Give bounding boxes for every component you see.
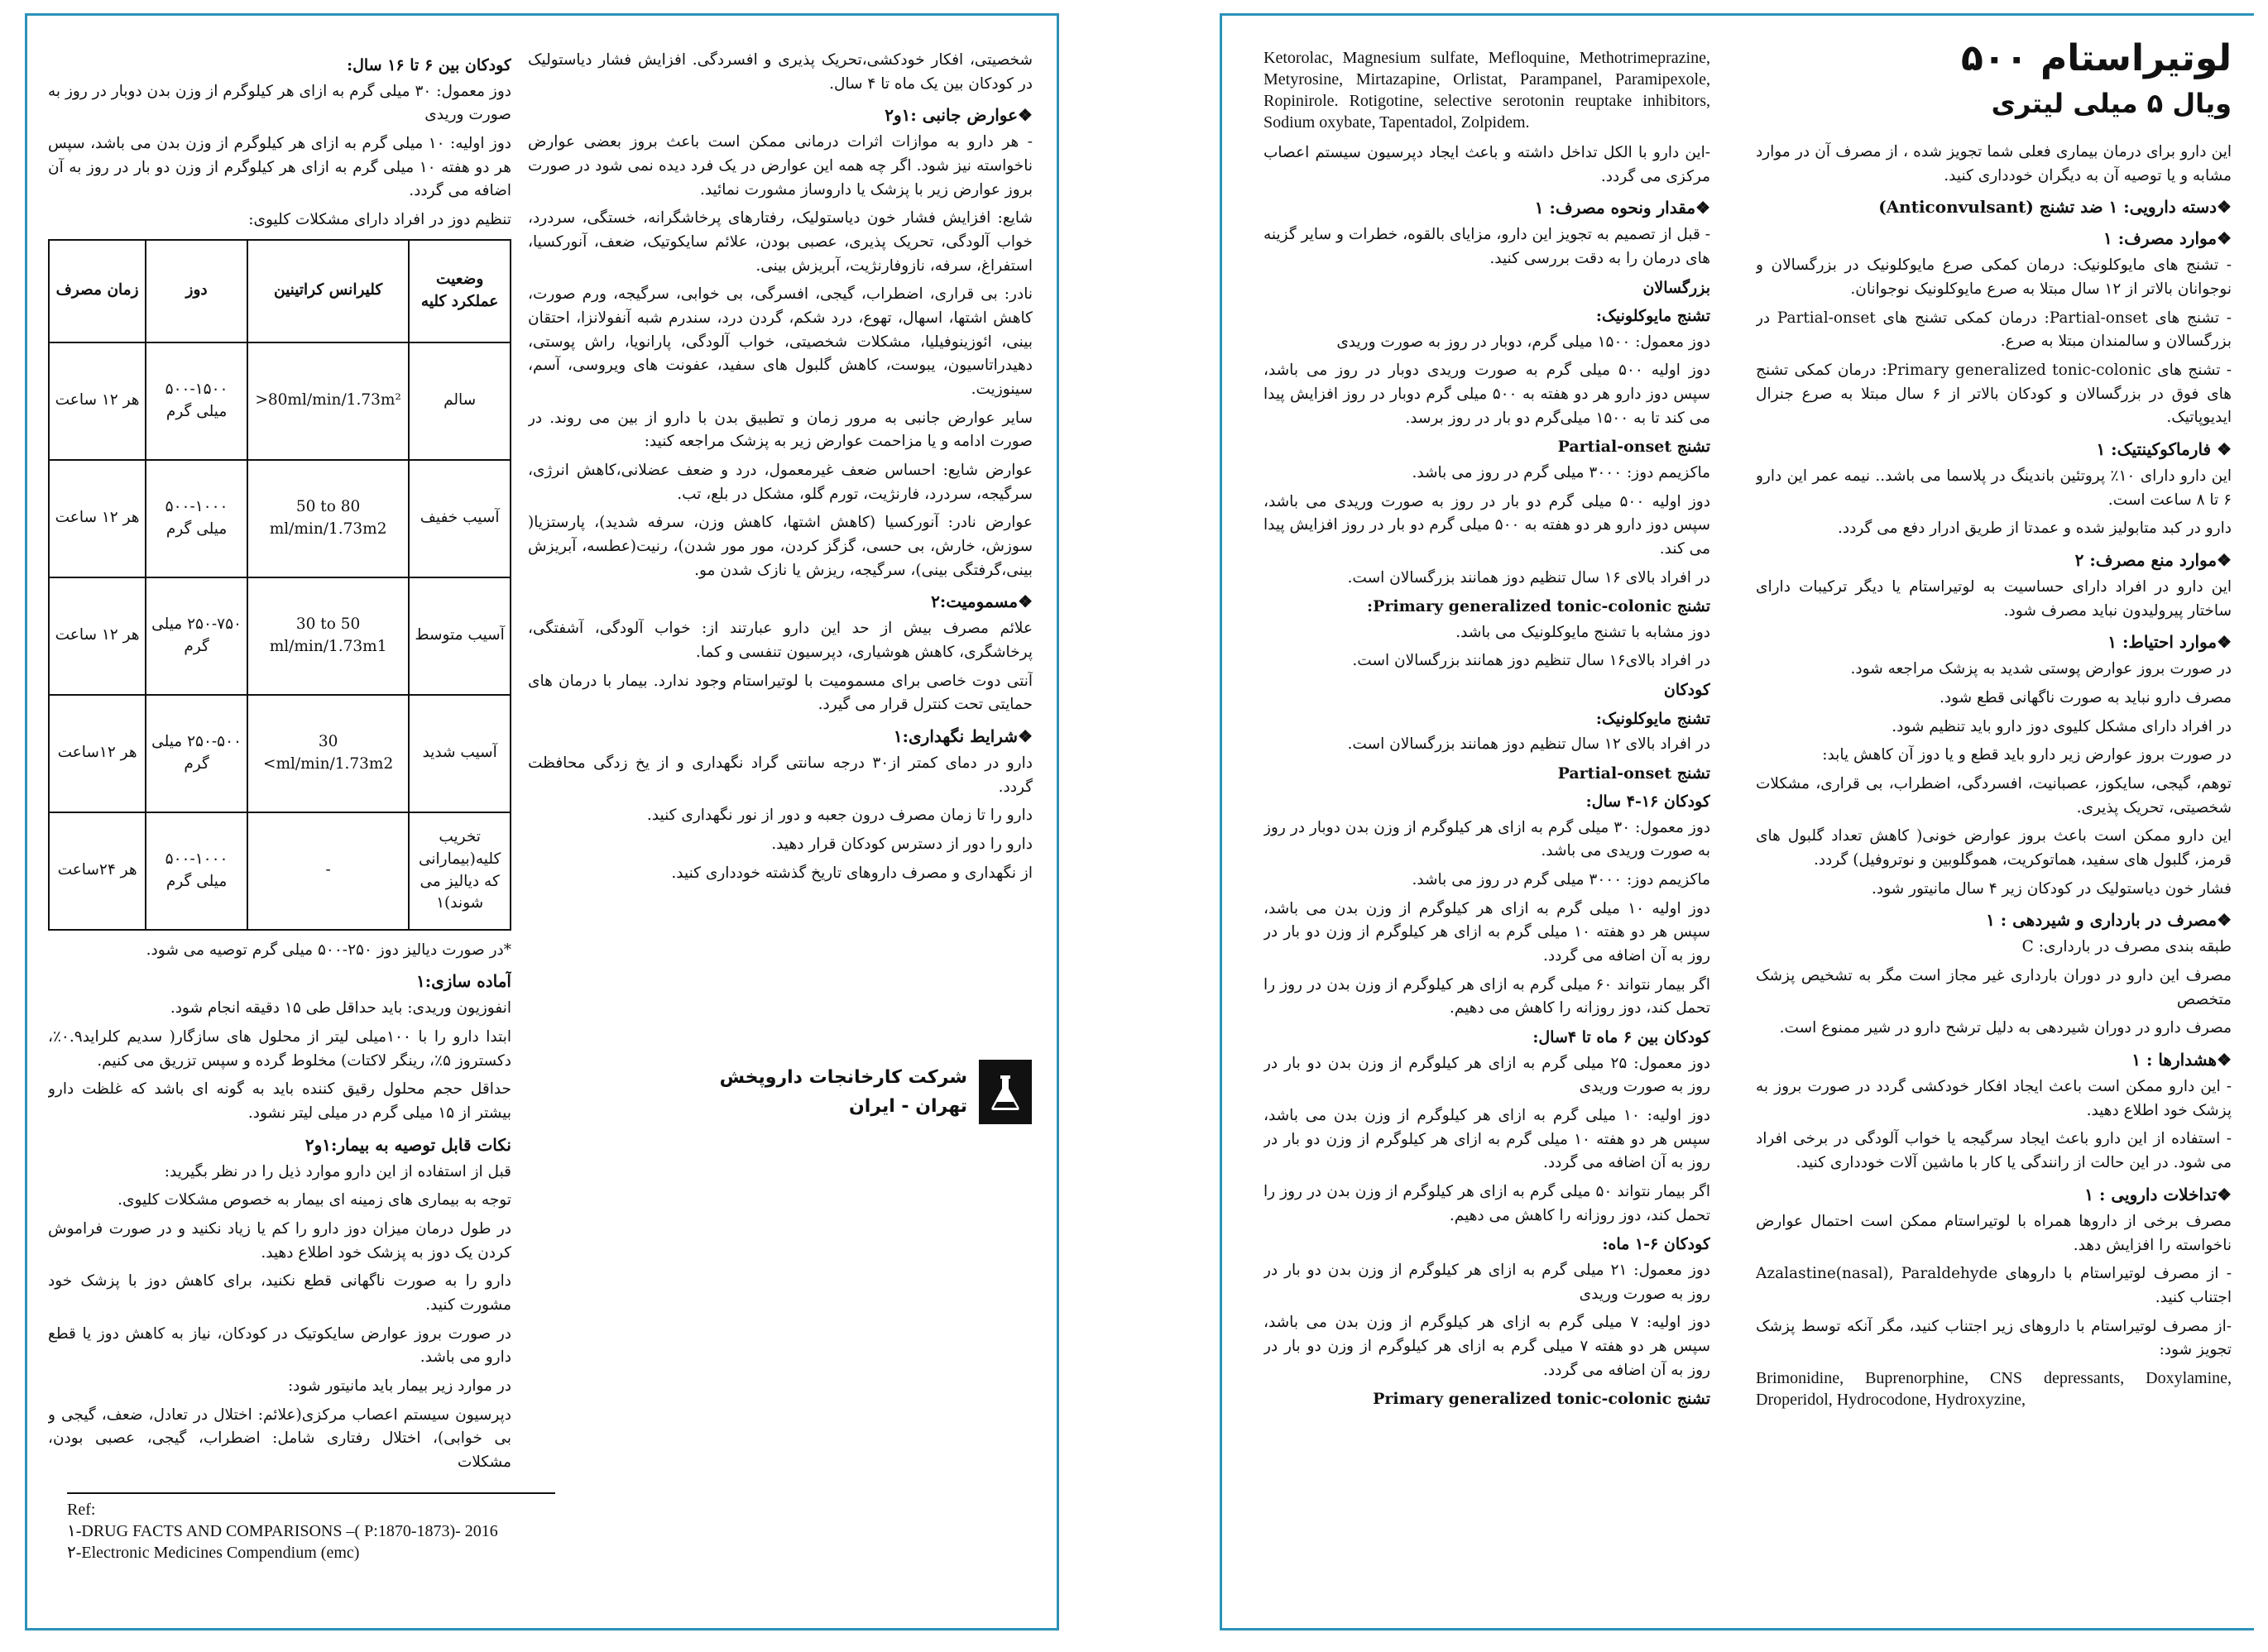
table-cell: 30 <ml/min/1.73m2 (247, 695, 409, 812)
paragraph: دوز اولیه ۵۰۰ میلی گرم به صورت وریدی دوبار در روز می باشد، سپس دوز دارو هر دو هفته به ۵۰۰ میلی گرم دوبار در روز افزایش پیدا می کند تا به ۱۵۰۰ میلی‌گرم دو بار در روز برسد. (1263, 362, 1710, 427)
sub-heading: تشنج Partial-onset (1557, 438, 1710, 457)
paragraph: دوز اولیه: ۱۰ میلی گرم به ازای هر کیلوگرم از وزن بدن می باشد، سپس هر دو هفته ۱۰ میلی گرم به ازای هر کیلوگرم از وزن دو بار در روز به آن اضافه می گردد. (1263, 1106, 1710, 1172)
column-side-effects (528, 49, 1033, 1603)
paragraph: در افراد بالای ۱۲ سال تنظیم دوز همانند بزرگسالان است. (1347, 735, 1710, 754)
table-cell: آسیب متوسط (409, 577, 511, 695)
right-panel (1220, 13, 2254, 1630)
paragraph: دارو در دمای کمتر از۳۰ درجه سانتی گراد نگهداری و از یخ زدگی محافظت گردد. (528, 754, 1033, 796)
paragraph: - تشنج های مایوکلونیک: درمان کمکی صرع مایوکلونیک در بزرگسالان و نوجوانان بالاتر از ۱۲ سال مبتلا به صرع مایوکلونیک نوجوانان. (1756, 256, 2232, 299)
paragraph: توهم، گیجی، سایکوز، عصبانیت، افسردگی، اضطراب، بی قراری، مشکلات شخصیتی، تحریک پذیری. (1756, 775, 2232, 816)
paragraph: این دارو دارای ۱۰٪ پروتئین باندینگ در پلاسما می باشد.. نیمه عمر این دارو ۶ تا ۸ ساعت است. (1756, 467, 2232, 509)
paragraph: عوارض نادر: آنورکسیا (کاهش اشتها، کاهش وزن، سرفه شدید)، پارستزیا( سوزش، خارش، بی حسی، گزگز کردن، مور مور شدن)، رنیت(عطسه، آبریزش بینی،گرفتگی بینی)، سرگیجه، ریزش یا نازک شدن مو. (528, 514, 1033, 579)
paragraph: *در صورت دیالیز دوز ۲۵۰-۵۰۰ میلی گرم توصیه می شود. (146, 941, 511, 959)
table-cell: ۵۰۰-۱۰۰۰ میلی گرم (146, 812, 247, 930)
table-cell: - (247, 812, 409, 930)
paragraph: آنتی دوت خاصی برای مسمومیت با لوتیراستام وجود ندارد. بیمار با درمان های حمایتی تحت کنترل قرار می گیرد. (528, 672, 1033, 714)
table-row (49, 342, 511, 460)
table-cell: >80ml/min/1.73m² (247, 342, 409, 460)
paragraph: دوز معمول: ۱۵۰۰ میلی گرم، دوبار در روز به صورت وریدی (1336, 333, 1710, 351)
table-cell: ۲۵۰-۵۰۰ میلی گرم (146, 695, 247, 812)
paragraph: این دارو ممکن است باعث بروز عوارض خونی( کاهش تعداد گلبول های قرمز، گلبول های سفید، هماتوکریت، هموگلوبین و نوتروفیل) گردد. (1756, 827, 2232, 869)
table-cell: هر ۱۲ ساعت (49, 577, 146, 695)
paragraph: در صورت بروز عوارض زیر دارو باید قطع و یا دوز آن کاهش یابد: (1822, 746, 2232, 764)
table-header: کلیرانس کراتینین (247, 240, 409, 342)
table-cell: ۲۵۰-۷۵۰ میلی گرم (146, 577, 247, 695)
sub-heading: کودکان (1663, 681, 1710, 700)
table-header: وضعیت عملکرد کلیه (409, 240, 511, 342)
paragraph: دارو در کبد متابولیز شده و عمدتا از طریق ادرار دفع می گردد. (1837, 520, 2232, 538)
company-logo-icon (979, 1060, 1032, 1124)
paragraph: قبل از استفاده از این دارو موارد ذیل را در نظر بگیرید: (164, 1162, 511, 1180)
paragraph: - تشنج های Partial-onset: درمان کمکی تشنج های Partial-onset در بزرگسالان و سالمندان مبتلا به صرع. (1756, 309, 2232, 351)
section-heading: ❖موارد احتیاط: ۱ (2107, 632, 2232, 653)
paragraph: دوز اولیه: ۷ میلی گرم به ازای هر کیلوگرم از وزن بدن می باشد، سپس هر دو هفته ۷ میلی گرم به ازای هر کیلوگرم از وزن دو بار در روز به آن اضافه می گردد. (1263, 1314, 1710, 1379)
table-header-row (49, 240, 511, 342)
paragraph: ماکزیمم دوز: ۳۰۰۰ میلی گرم در روز می باشد. (1412, 871, 1710, 889)
paragraph: دوز معمول: ۲۵ میلی گرم به ازای هر کیلوگرم از وزن بدن دو بار در روز به صورت وریدی (1263, 1054, 1710, 1096)
table-cell: آسیب شدید (409, 695, 511, 812)
paragraph: حداقل حجم محلول رقیق کننده باید به گونه ای باشد که غلظت دارو بیشتر از ۱۵ میلی گرم در میلی لیتر نشود. (48, 1080, 511, 1122)
paragraph: در صورت بروز عوارض پوستی شدید به پزشک مراجعه شود. (1850, 660, 2232, 678)
paragraph: دوز معمول: ۳۰ میلی گرم به ازای هر کیلوگرم از وزن بدن دوبار در روز به صورت وریدی می باشد. (1263, 818, 1710, 860)
paragraph: مصرف دارو در دوران شیردهی به دلیل ترشح دارو در شیر ممنوع است. (1779, 1019, 2232, 1037)
table-row (49, 460, 511, 577)
ref-label: Ref: (67, 1501, 96, 1519)
section-heading: آماده سازی:۱ (415, 971, 511, 992)
paragraph: سایر عوارض جانبی به مرور زمان و تطبیق بدن با دارو از بین می روند. در صورت ادامه و یا مزاحمت عوارض زیر به پزشک مراجعه کنید: (528, 409, 1033, 451)
section-heading: ❖موارد منع مصرف: ۲ (2074, 550, 2232, 571)
paragraph: نادر: بی قراری، اضطراب، گیجی، افسرگی، بی خوابی، سرگیجه، ورم صورت، کاهش اشتها، اسهال، تهوع، درد شکم، گردن درد، سندرم شبه آنفولانزا، احتقان بینی، ائوزینوفیلیا، مشکلات شخصیتی، خواب آلودگی، پارانویا، راش پوستی، دهیدراتاسیون، یبوست، کاهش گلبول های سفید، عفونت های ویروسی، آسم، سینوزیت. (528, 285, 1033, 399)
table-header: زمان مصرف (49, 240, 146, 342)
drug-list-english: Ketorolac, Magnesium sulfate, Mefloquine, Methotrimeprazine, Metyrosine, Mirtazapine, Orlistat, Parampanel, Paramipexole, Ropinirole. Rotigotine, selective serotonin reuptake inhibitors, Sodium oxybate, Tapentadol, Zolpidem. (1263, 49, 1710, 132)
table-cell: ۵۰۰-۱۰۰۰ میلی گرم (146, 460, 247, 577)
table-cell: ۵۰۰-۱۵۰۰ میلی گرم (146, 342, 247, 460)
table-cell: سالم (409, 342, 511, 460)
paragraph: - استفاده از این دارو باعث ایجاد سرگیجه یا خواب آلودگی در برخی افراد می شود. در این حالت از رانندگی یا کار با ماشین آلات خودداری کنید. (1756, 1130, 2232, 1172)
paragraph: تنظیم دوز در افراد دارای مشکلات کلیوی: (248, 210, 511, 228)
table-cell: هر ۱۲ساعت (49, 695, 146, 812)
paragraph: دوز مشابه با تشنج مایوکلونیک می باشد. (1455, 623, 1710, 641)
section-heading: ❖موارد مصرف: ۱ (2103, 228, 2232, 249)
paragraph: مصرف این دارو در دوران بارداری غیر مجاز است مگر به تشخیص پزشک متخصص (1756, 967, 2232, 1008)
paragraph: توجه به بیماری های زمینه ای بیمار به خصوص مشکلات کلیوی. (117, 1191, 511, 1209)
section-heading: ❖مسمومیت:۲ (931, 591, 1033, 612)
paragraph: -از مصرف لوتیراستام با داروهای زیر اجتناب کنید، مگر آنکه توسط پزشک تجویز شود: (1756, 1317, 2232, 1359)
drug-title: لوتیراستام ۵۰۰ (1961, 37, 2232, 79)
table-cell: تخریب کلیه(بیمارانی که دیالیز می شوند)۱ (409, 812, 511, 930)
paragraph: این دارو برای درمان بیماری فعلی شما تجویز شده ، از مصرف آن در موارد مشابه و یا توصیه آن به دیگران خودداری کنید. (1756, 143, 2232, 184)
sub-heading: تشنج مایوکلونیک: (1595, 709, 1710, 728)
paragraph: دوز اولیه: ۱۰ میلی گرم به ازای هر کیلوگرم از وزن بدن می باشد، سپس هر دو هفته ۱۰ میلی گرم به ازای هر کیلوگرم از وزن دو بار در روز به آن اضافه می گردد. (48, 134, 511, 200)
paragraph: در افراد دارای مشکل کلیوی دوز دارو باید تنظیم شود. (1892, 717, 2232, 735)
paragraph: - این دارو ممکن است باعث ایجاد افکار خودکشی گردد در صورت بروز به پزشک خود اطلاع دهید. (1756, 1078, 2232, 1119)
section-heading: ❖تداخلات دارویی : ۱ (2084, 1184, 2232, 1204)
section-heading: ❖شرایط نگهداری:۱ (893, 726, 1033, 747)
section-heading: ❖ فارماکوکینتیک: ۱ (2096, 439, 2232, 460)
paragraph: مصرف دارو نباید به صورت ناگهانی قطع شود. (1939, 689, 2232, 707)
paragraph: مصرف برخی از داروها همراه با لوتیراستام ممکن است احتمال عوارض ناخواسته را افزایش دهد. (1756, 1212, 2232, 1254)
table-row (49, 577, 511, 695)
table-cell: 50 to 80 ml/min/1.73m2 (247, 460, 409, 577)
section-heading: ❖مقدار ونحوه مصرف: ۱ (1534, 198, 1710, 218)
paragraph: عوارض شایع: احساس ضعف غیرمعمول، درد و ضعف عضلانی،کاهش انرژی، سرگیجه، سردرد، فارنژیت، تورم گلو، مشکل در بلع، تب. (528, 462, 1033, 503)
paragraph: - قبل از تصمیم به تجویز این دارو، مزایای بالقوه، خطرات و سایر گزینه های درمان را به دقت بررسی کنید. (1263, 226, 1710, 268)
table-row (49, 695, 511, 812)
drug-list-english: Brimonidine, Buprenorphine, CNS depressants, Doxylamine, Droperidol, Hydrocodone, Hydroxyzine, (1756, 1368, 2232, 1409)
sub-heading: کودکان بین ۶ ماه تا ۴سال: (1532, 1028, 1710, 1047)
table-row (49, 812, 511, 930)
paragraph: در صورت بروز عوارض سایکوتیک در کودکان، نیاز به کاهش دوز یا قطع دارو می باشد. (48, 1324, 511, 1367)
table-cell: 30 to 50 ml/min/1.73m1 (247, 577, 409, 695)
company-name: شرکت کارخانجات داروپخش (719, 1066, 967, 1088)
ref-line: ۲-Electronic Medicines Compendium (emc) (67, 1544, 360, 1562)
paragraph: - هر دارو به موازات اثرات درمانی ممکن است باعث بروز بعضی عوارض ناخواسته نیز شود. اگر چه همه این عوارض در یک فرد دیده نمی شود در صورت بروز عوارض زیر با پزشک یا داروساز مشورت نمائید. (528, 133, 1033, 199)
company-city: تهران - ایران (848, 1096, 967, 1117)
column-dosage-table (48, 49, 511, 1603)
paragraph: در طول درمان میزان دوز دارو را کم یا زیاد نکنید و در صورت فراموش کردن یک دوز به پزشک خود اطلاع دهید. (48, 1219, 511, 1262)
paragraph: علائم مصرف بیش از حد این دارو عبارتند از: خواب آلودگی، آشفتگی، پرخاشگری، کاهش هوشیاری، دپرسیون تنفسی و کما. (528, 620, 1033, 662)
paragraph: شخصیتی، افکار خودکشی،تحریک پذیری و افسردگی. افزایش فشار دیاستولیک در کودکان بین یک ماه تا ۴ سال. (528, 51, 1033, 93)
table-header: دوز (146, 240, 247, 342)
table-cell: هر ۱۲ ساعت (49, 342, 146, 460)
paragraph: دوز معمول: ۳۰ میلی گرم به ازای هر کیلوگرم از وزن بدن دوبار در روز به صورت وریدی (48, 82, 511, 124)
section-heading: ❖هشدارها : ۱ (2131, 1050, 2232, 1070)
paragraph: دارو را تا زمان مصرف درون جعبه و دور از نور نگهداری کنید. (646, 807, 1033, 825)
drug-subtitle: ویال ۵ میلی لیتری (1991, 88, 2232, 119)
paragraph: انفوزیون وریدی: باید حداقل طی ۱۵ دقیقه انجام شود. (170, 999, 511, 1018)
paragraph: از نگهداری و مصرف داروهای تاریخ گذشته خودداری کنید. (671, 864, 1033, 882)
paragraph: شایع: افزایش فشار خون دیاستولیک، رفتارهای پرخاشگرانه، خستگی، سردرد، خواب آلودگی، تحریک پذیری، عصبی بودن، علائم سایکوتیک، ضعف، آنورکسیا، استفراغ، سرفه، نازوفارنژیت، آبریزش بینی. (528, 209, 1033, 275)
sub-heading: تشنج Partial-onset (1557, 764, 1710, 783)
section-heading: ❖دسته دارویی: ۱ ضد تشنج (Anticonvulsant) (1878, 197, 2232, 218)
paragraph: دوز اولیه ۱۰ میلی گرم به ازای هر کیلوگرم از وزن بدن می باشد، سپس هر دو هفته ۱۰ میلی گرم به ازای هر کیلوگرم از وزن دو بار در روز به آن اضافه می گردد. (1263, 899, 1710, 965)
paragraph: در افراد بالای۱۶ سال تنظیم دوز همانند بزرگسالان است. (1352, 652, 1710, 670)
column-drug-info (1756, 34, 2232, 1603)
paragraph: - تشنج های Primary generalized tonic-colonic: درمان کمکی تشنج های فوق در بزرگسالان و کودکان بالاتر از ۶ سال مبتلا به صرع جنرال ایدیوپاتیک. (1756, 362, 2232, 427)
paragraph: دوز معمول: ۲۱ میلی گرم به ازای هر کیلوگرم از وزن بدن دو بار در روز به صورت وریدی (1263, 1261, 1710, 1303)
paragraph: ابتدا دارو را با ۱۰۰میلی لیتر از محلول های سازگار( سدیم کلراید۰.۹٪، دکستروز ۵٪، رینگر لاکتات) مخلوط گرده و سپس تزریق می کنیم. (48, 1027, 511, 1070)
company-block (720, 1060, 1032, 1124)
paragraph: اگر بیمار نتواند ۶۰ میلی گرم به ازای هر کیلوگرم از وزن بدن در روز را تحمل کند، دوز روزانه را کاهش می دهیم. (1263, 975, 1710, 1018)
section-heading: ❖عوارض جانبی :۱و۲ (885, 105, 1033, 126)
references (67, 1492, 555, 1563)
ref-line: ۱-DRUG FACTS AND COMPARISONS –( P:1870-1873)- 2016 (67, 1522, 498, 1540)
paragraph: دارو را دور از دسترس کودکان قرار دهید. (771, 836, 1033, 854)
section-heading: نکات قابل توصیه به بیمار:۱و۲ (304, 1134, 511, 1155)
sub-heading: تشنج Primary generalized tonic-colonic: (1367, 597, 1710, 616)
paragraph: در موارد زیر بیمار باید مانیتور شود: (287, 1377, 511, 1395)
paragraph: اگر بیمار نتواند ۵۰ میلی گرم به ازای هر کیلوگرم از وزن بدن در روز را تحمل کند، دوز روزانه را کاهش می دهیم. (1263, 1182, 1710, 1224)
paragraph: دارو را به صورت ناگهانی قطع نکنید، برای کاهش دوز با پزشک خود مشورت کنید. (48, 1272, 511, 1314)
section-heading: ❖مصرف در بارداری و شیردهی : ۱ (1986, 910, 2232, 931)
paragraph: ماکزیمم دوز: ۳۰۰۰ میلی گرم در روز می باشد. (1412, 463, 1710, 481)
paragraph: - از مصرف لوتیراستام با داروهای Azalastine(nasal), Paraldehyde اجتناب کنید. (1756, 1265, 2232, 1306)
renal-dose-table (48, 239, 511, 931)
sub-heading: کودکان ۱۶-۴ سال: (1585, 792, 1710, 812)
sub-heading: کودکان بین ۶ تا ۱۶ سال: (347, 56, 511, 74)
paragraph: دوز اولیه ۵۰۰ میلی گرم دو بار در روز به صورت وریدی می باشد، سپس دوز دارو هر دو هفته به ۵۰۰ میلی گرم دو بار در روز افزایش پیدا می کند. (1263, 492, 1710, 558)
paragraph: فشار خون دیاستولیک در کودکان زیر ۴ سال مانیتور شود. (1871, 879, 2232, 898)
paragraph: طبقه بندی مصرف در بارداری: C (2021, 938, 2232, 956)
paragraph: دپرسیون سیستم اعصاب مرکزی(علائم: اختلال در تعادل، ضعف، گیجی و بی خوابی)، اختلال رفتاری شامل: اضطراب، گیجی، عصبی بودن، مشکلات (48, 1405, 511, 1471)
sub-heading: بزرگسالان (1642, 278, 1710, 297)
column-dosing (1263, 47, 1710, 1603)
left-panel (25, 13, 1059, 1630)
sub-heading: تشنج مایوکلونیک: (1595, 307, 1710, 326)
table-cell: هر ۱۲ ساعت (49, 460, 146, 577)
paragraph: -این دارو با الکل تداخل داشته و باعث ایجاد دپرسیون سیستم اعصاب مرکزی می گردد. (1263, 144, 1710, 185)
table-cell: آسیب خفیف (409, 460, 511, 577)
sub-heading: کودکان ۶-۱ ماه: (1602, 1235, 1710, 1254)
table-cell: هر ۲۴ساعت (49, 812, 146, 930)
sub-heading: تشنج Primary generalized tonic-colonic (1373, 1390, 1710, 1409)
paragraph: این دارو در افراد دارای حساسیت به لوتیراستام یا دیگر ترکیبات دارای ساختار پیرولیدون نباید مصرف شود. (1756, 578, 2232, 620)
paragraph: در افراد بالای ۱۶ سال تنظیم دوز همانند بزرگسالان است. (1347, 568, 1710, 587)
